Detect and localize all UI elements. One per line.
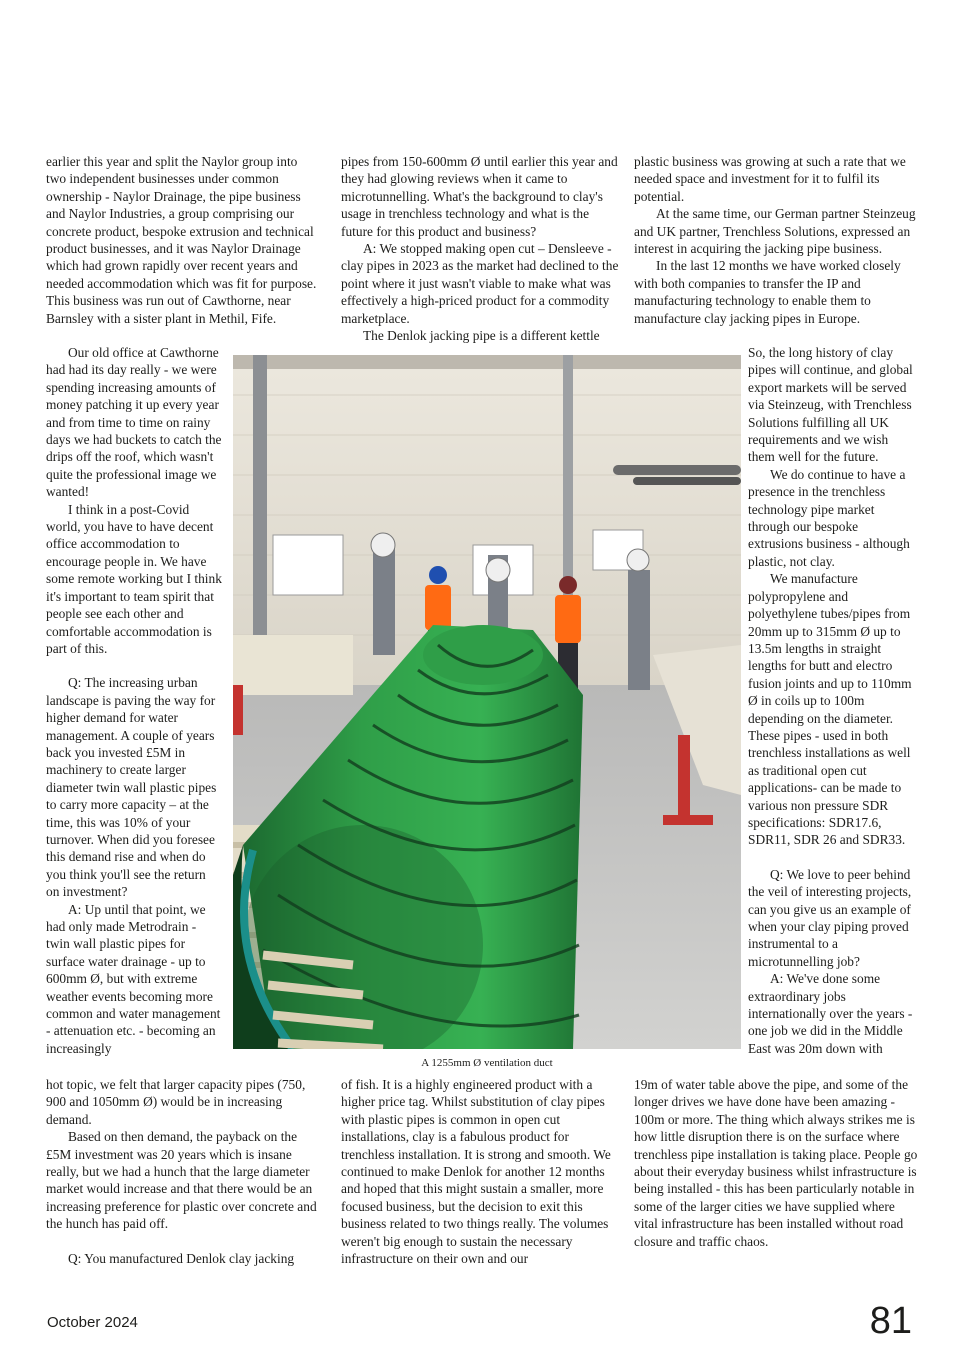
paragraph: I think in a post-Covid world, you have to have decent office accommodation to encourage people in. We have some remote working but I think it's important to team spirit that people see each other and comfortable accommodation is part of this. (46, 501, 222, 656)
column-1-narrow (46, 344, 222, 1057)
issue-date: October 2024 (47, 1314, 138, 1331)
paragraph: of fish. It is a highly engineered product with a higher price tag. Whilst substitution of clay pipes with plastic pipes is common in open cut installations, clay is a fabulous product for trenchless installation. It is strong and smooth. We continued to make Denlok for another 12 months and hoped that this might sustain a smaller, more focused business, but the decision to exit this business related to two things really. The volumes weren't big enough to sustain the necessary infrastructure on their own and our (341, 1077, 611, 1267)
ventilation-duct-illustration (233, 355, 741, 1049)
column-2-top (341, 153, 621, 344)
paragraph: The Denlok jacking pipe is a different kettle (363, 328, 600, 344)
answer-paragraph: A: Up until that point, we had only made Metrodrain - twin wall plastic pipes for surface water drainage - up to 600mm Ø, but with extreme weather events becoming more common and water management - attenuation etc. - becoming an increasingly (46, 901, 221, 1056)
paragraph: We manufacture polypropylene and polyethylene tubes/pipes from 20mm up to 315mm Ø up to 13.5m lengths in straight lengths for butt and electro fusion joints and up to 110mm Ø in coils up to 100m depending on the diameter. These pipes - used in both trenchless installations as well as traditional open cut applications- can be made to various non pressure SDR specifications: SDR17.6, SDR11, SDR 26 and SDR33. (748, 571, 912, 848)
paragraph: Our old office at Cawthorne had had its day really - we were spending increasing amounts of money patching it up every year and from time to time on rainy days we had buckets to catch the drips off the roof, which wasn't quite the professional image we wanted! (46, 345, 222, 500)
paragraph: hot topic, we felt that larger capacity pipes (750, 900 and 1050mm Ø) would be in increasing demand. (46, 1077, 306, 1127)
paragraph: We do continue to have a presence in the trenchless technology pipe market through our bespoke extrusions business - although plastic, not clay. (748, 466, 910, 569)
column-3-top (634, 153, 916, 327)
column-2-bottom (341, 1076, 621, 1267)
question-paragraph: Q: The increasing urban landscape is paving the way for higher demand for water management. A couple of years back you invested £5M in machinery to create larger diameter twin wall plastic pipes to carry more capacity – at the time, this was 10% of your turnover. When did you foresee this demand rise and when do you think you'll see the return on investment? (46, 675, 217, 900)
ceiling-beam (233, 355, 741, 369)
column-3-narrow (748, 344, 916, 1057)
paragraph: In the last 12 months we have worked closely with both companies to transfer the IP and manufacturing technology to enable them to manufacture clay jacking pipes in Europe. (634, 258, 901, 326)
paragraph: At the same time, our German partner Steinzeug and UK partner, Trenchless Solutions, expressed an interest in acquiring the jacking pipe business. (634, 206, 916, 257)
question-paragraph: Q: You manufactured Denlok clay jacking (68, 1250, 295, 1266)
page-number: 81 (869, 1300, 912, 1342)
photo-caption: A 1255mm Ø ventilation duct (421, 1057, 553, 1069)
paragraph: Based on then demand, the payback on the £5M investment was 20 years which is insane really, but we had a hunch that the large diameter market would increase and that there would be an increasing preference for plastic over concrete and the hunch has paid off. (46, 1129, 317, 1232)
answer-paragraph: A: We stopped making open cut – Densleeve - clay pipes in 2023 as the market had declined to the point where it just wasn't viable to make what was effectively a high-priced product for a commodity marketplace. (341, 241, 619, 326)
column-3-bottom (634, 1076, 918, 1250)
paragraph: So, the long history of clay pipes will continue, and global export markets will be served via Steinzeug, with Trenchless Solutions fulfilling all UK requirements and we wish them well for the future. (748, 345, 913, 465)
wall-panel (273, 535, 343, 595)
factory-photo (233, 355, 741, 1049)
paragraph: earlier this year and split the Naylor group into two independent businesses under common ownership - Naylor Drainage, the pipe business and Naylor Industries, a group comprising our concrete product, bespoke extrusion and technical product businesses, and it was Naylor Drainage which had grown rapidly over recent years and needed accommodation which was fit for purpose. This business was run out of Cawthorne, near Barnsley with a sister plant in Methil, Fife. (46, 154, 317, 326)
question-paragraph: Q: We love to peer behind the veil of interesting projects, can you give us an example of when your clay piping proved instrumental to a microtunnelling job? (748, 866, 912, 969)
paragraph: 19m of water table above the pipe, and some of the longer drives we have done have been amazing - 100m or more. The thing which always strikes me is how little disruption there is on the surface where trenchless pipe installation is taking place. People go about their everyday business whilst infrastructure is being installed - this has been particularly notable in some of the larger cities we have supplied where vital infrastructure has been installed without road closure and traffic chaos. (634, 1077, 918, 1249)
overhead-pipe (613, 465, 741, 475)
column-1-top (46, 153, 318, 327)
paragraph: pipes from 150-600mm Ø until earlier this year and they had glowing reviews when it came to microtunnelling. What's the background to clay's usage in trenchless technology and what is the future for this product and business? (341, 154, 618, 239)
column-1-bottom (46, 1076, 322, 1267)
paragraph: plastic business was growing at such a rate that we needed space and investment for it to fulfil its potential. (634, 154, 906, 204)
answer-paragraph: A: We've done some extraordinary jobs internationally over the years - one job we did in the Middle East was 20m down with (748, 971, 913, 1056)
overhead-pipe (633, 477, 741, 485)
